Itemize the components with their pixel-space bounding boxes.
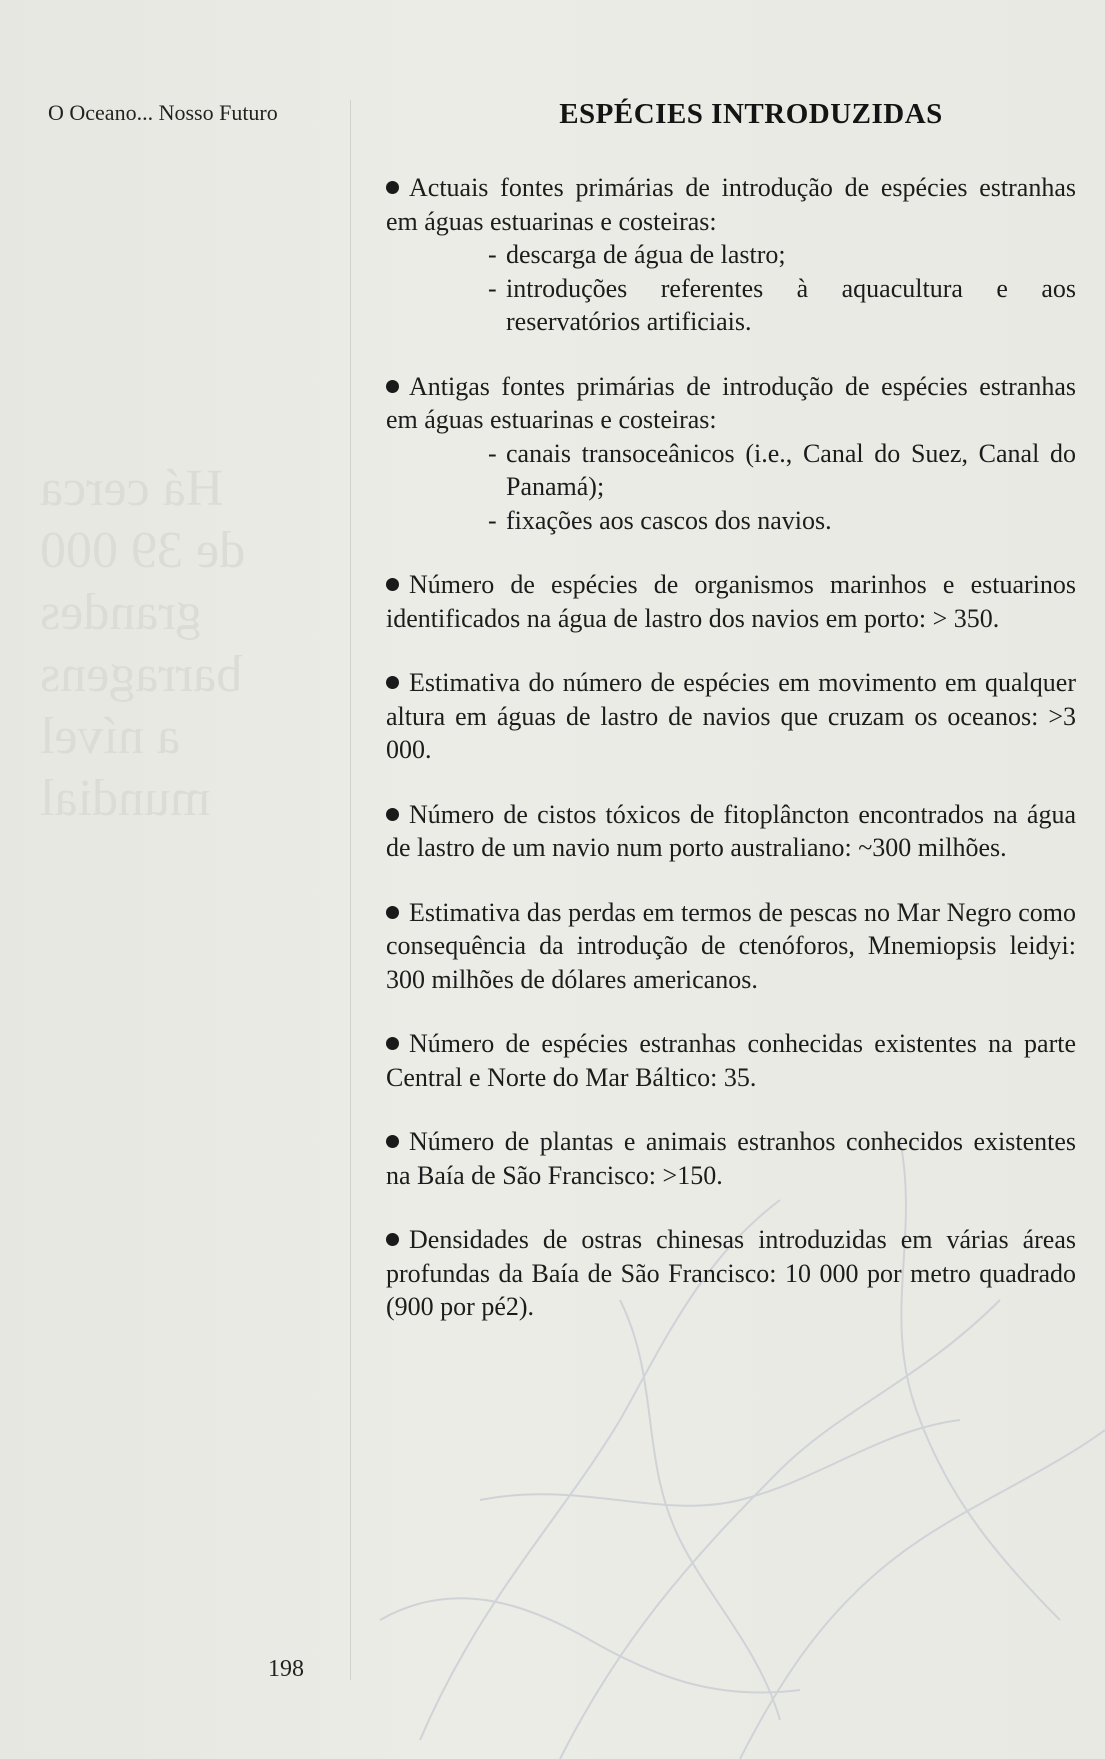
sidebar-watermark [40, 458, 310, 830]
list-item [386, 568, 1076, 635]
item-text: Número de espécies de organismos marinhos e estuarinos identificados na água de lastro dos navios em porto: > 350. [386, 570, 1076, 633]
item-text: Antigas fontes primárias de introdução de espécies estranhas em águas estuarinas e costeiras: [386, 371, 1076, 434]
list-item [386, 1125, 1076, 1192]
sub-item-text: fixações aos cascos dos navios. [506, 505, 832, 535]
sub-item-text: introduções referentes à aquacultura e aos reservatórios artificiais. [506, 273, 1076, 336]
item-text: Densidades de ostras chinesas introduzidas em várias áreas profundas da Baía de São Francisco: 10 000 por metro quadrado (900 por pé2). [386, 1225, 1076, 1321]
item-text: Estimativa das perdas em termos de pescas no Mar Negro como consequência da introdução de ctenóforos, Mnemiopsis leidyi: 300 milhões de dólares americanos. [386, 897, 1076, 994]
item-text: Número de espécies estranhas conhecidas existentes na parte Central e Norte do Mar Báltico: 35. [386, 1029, 1076, 1092]
bullet-icon [386, 578, 399, 591]
watermark-line: barragens [40, 646, 243, 703]
running-header: O Oceano... Nosso Futuro [48, 100, 278, 125]
bullet-icon [386, 808, 399, 821]
sub-item: - descarga de água de lastro; [488, 238, 1076, 272]
column-divider [350, 100, 351, 1680]
item-text: Número de cistos tóxicos de fitoplâncton encontrados na água de lastro de um navio num porto australiano: ~300 milhões. [386, 799, 1076, 862]
list-item [386, 370, 1076, 538]
list-item [386, 1223, 1076, 1324]
watermark-line: a nível [40, 708, 181, 765]
bullet-icon [386, 906, 399, 919]
list-item [386, 1027, 1076, 1094]
item-text: Actuais fontes primárias de introdução de espécies estranhas em águas estuarinas e costeiras: [386, 173, 1076, 236]
item-text: Número de plantas e animais estranhos conhecidos existentes na Baía de São Francisco: >150. [386, 1127, 1076, 1190]
watermark-line: de 39 000 [40, 522, 246, 579]
sub-item-text: descarga de água de lastro; [506, 240, 786, 269]
bullet-icon [386, 380, 399, 393]
sub-item-text: canais transoceânicos (i.e., Canal do Suez, Canal do Panamá); [506, 438, 1076, 501]
watermark-line: Há cerca [40, 460, 224, 517]
sub-item: - canais transoceânicos (i.e., Canal do Suez, Canal do Panamá); [488, 437, 1076, 504]
bullet-icon [386, 1233, 399, 1246]
watermark-line: mundial [40, 770, 211, 827]
list-item [386, 666, 1076, 767]
watermark-line: grandes [40, 584, 202, 641]
bullet-icon [386, 676, 399, 689]
page-number: 198 [268, 1656, 304, 1682]
sub-item: - introduções referentes à aquacultura e aos reservatórios artificiais. [488, 272, 1076, 339]
sub-item: - fixações aos cascos dos navios. [488, 504, 1076, 538]
item-text: Estimativa do número de espécies em movimento em qualquer altura em águas de lastro de navios que cruzam os oceanos: >3 000. [386, 668, 1076, 764]
list-item [386, 896, 1076, 997]
list-item [386, 798, 1076, 865]
bullet-icon [386, 1037, 399, 1050]
main-content [386, 98, 1076, 1355]
section-title: ESPÉCIES INTRODUZIDAS [559, 98, 943, 130]
bullet-icon [386, 181, 399, 194]
list-item [386, 171, 1076, 339]
bullet-icon [386, 1135, 399, 1148]
